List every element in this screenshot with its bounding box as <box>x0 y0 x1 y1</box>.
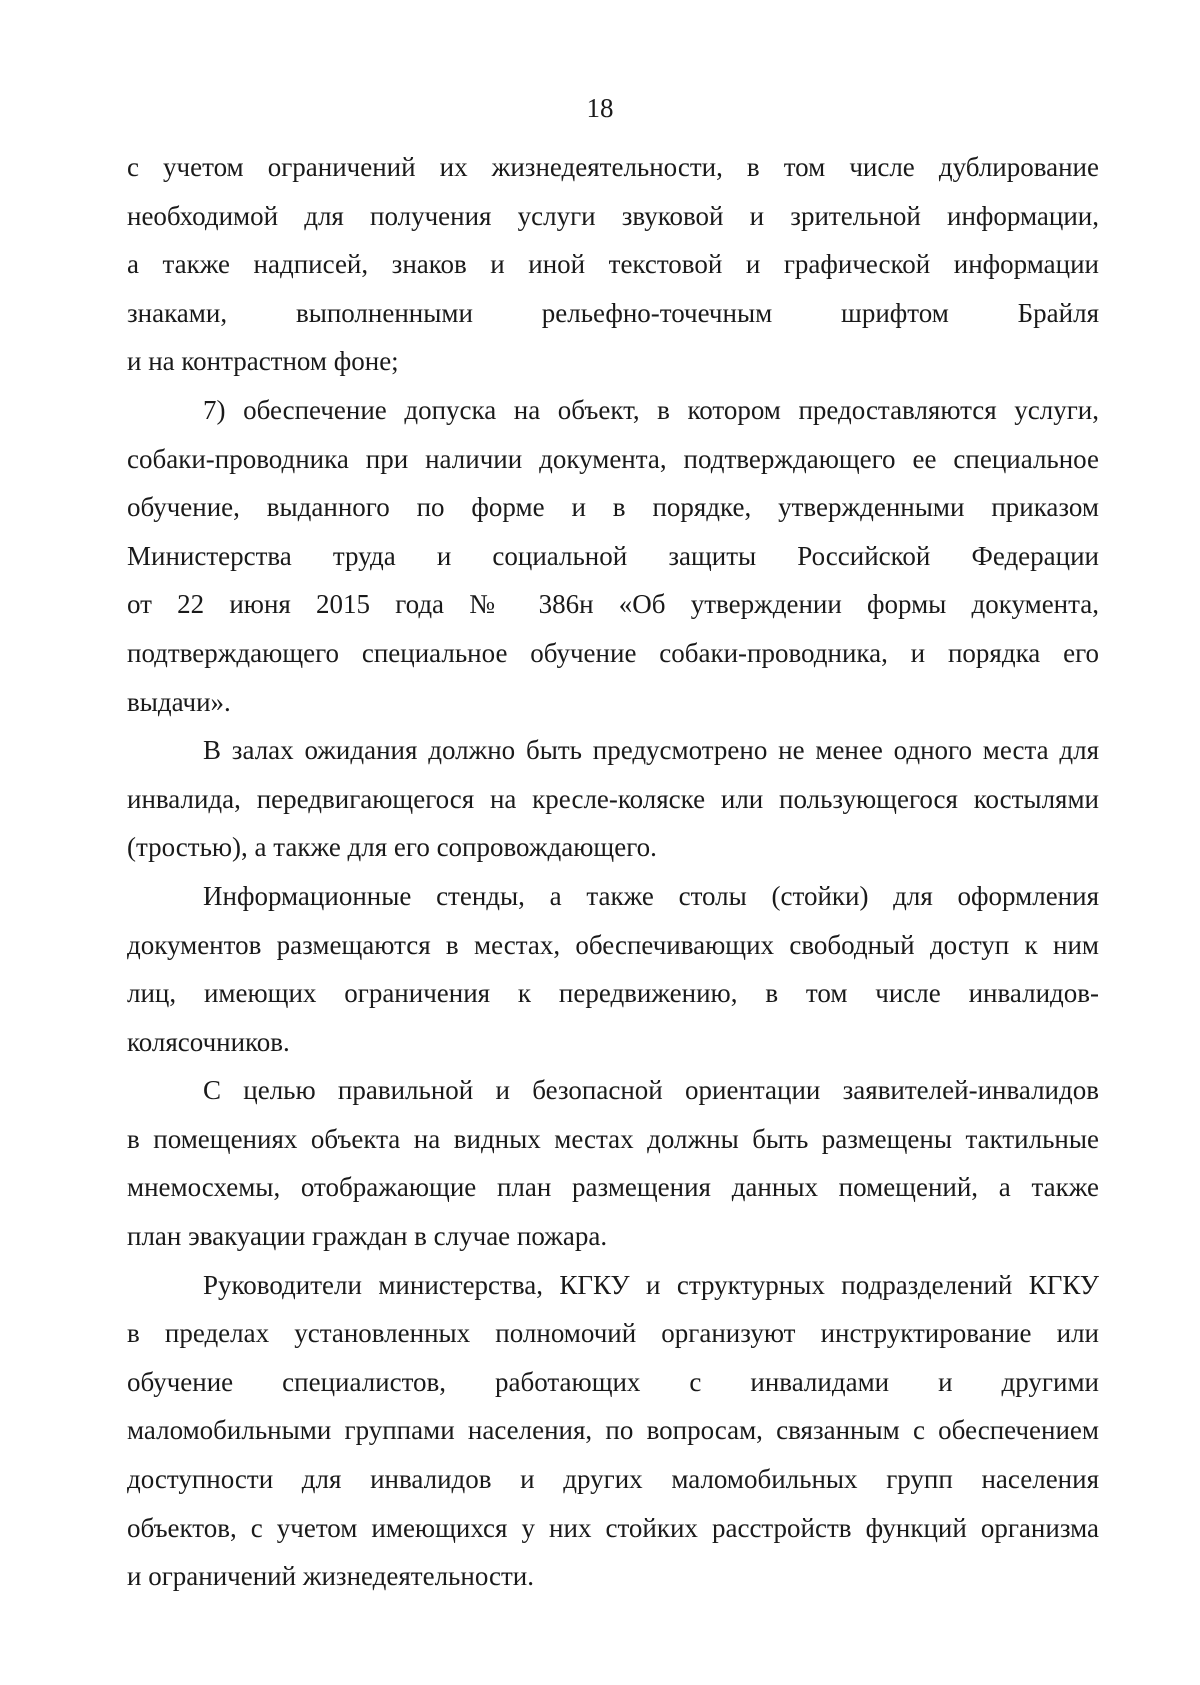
paragraph-5 <box>127 1066 1099 1260</box>
text-line: В залах ожидания должно быть предусмотрено не менее одного места для <box>203 735 1099 766</box>
text-line: обучение, выданного по форме и в порядке, утвержденными приказом <box>127 492 1099 523</box>
document-body <box>127 143 1099 1601</box>
paragraph-1 <box>127 143 1099 386</box>
text-line: необходимой для получения услуги звуковой и зрительной информации, <box>127 200 1099 231</box>
text-line: мнемосхемы, отображающие план размещения данных помещений, а также <box>127 1172 1099 1203</box>
text-line: 7) обеспечение допуска на объект, в котором предоставляются услуги, <box>203 394 1099 425</box>
paragraph-4 <box>127 872 1099 1066</box>
text-line: в пределах установленных полномочий организуют инструктирование или <box>127 1318 1099 1349</box>
text-line: подтверждающего специальное обучение собаки-проводника, и порядка его <box>127 637 1099 668</box>
text-line: доступности для инвалидов и других маломобильных групп населения <box>127 1464 1099 1495</box>
text-line: а также надписей, знаков и иной текстовой и графической информации <box>127 249 1099 280</box>
text-line: Информационные стенды, а также столы (стойки) для оформления <box>203 880 1099 911</box>
page-number: 18 <box>586 93 614 123</box>
text-line: Руководители министерства, КГКУ и структурных подразделений КГКУ <box>203 1269 1099 1300</box>
paragraph-2 <box>127 386 1099 726</box>
text-line: в помещениях объекта на видных местах должны быть размещены тактильные <box>127 1123 1099 1154</box>
text-line: документов размещаются в местах, обеспечивающих свободный доступ к ним <box>127 929 1099 960</box>
text-line: знаками, выполненными рельефно-точечным шрифтом Брайля <box>127 297 1099 328</box>
text-line: от 22 июня 2015 года № 386н «Об утверждении формы документа, <box>127 589 1099 620</box>
text-line: С целью правильной и безопасной ориентации заявителей-инвалидов <box>203 1075 1099 1106</box>
text-line: маломобильными группами населения, по вопросам, связанным с обеспечением <box>127 1415 1099 1446</box>
text-line: инвалида, передвигающегося на кресле-коляске или пользующегося костылями <box>127 783 1099 814</box>
paragraph-3 <box>127 726 1099 872</box>
text-line: обучение специалистов, работающих с инвалидами и другими <box>127 1366 1099 1397</box>
text-line: (тростью), а также для его сопровождающего. <box>127 832 657 863</box>
text-line: план эвакуации граждан в случае пожара. <box>127 1221 608 1252</box>
text-line: и на контрастном фоне; <box>127 346 399 377</box>
text-line: собаки-проводника при наличии документа, подтверждающего ее специальное <box>127 443 1099 474</box>
text-line: и ограничений жизнедеятельности. <box>127 1561 534 1592</box>
text-line: с учетом ограничений их жизнедеятельности, в том числе дублирование <box>127 152 1099 182</box>
text-line: колясочников. <box>127 1026 290 1057</box>
text-line: объектов, с учетом имеющихся у них стойких расстройств функций организма <box>127 1512 1099 1543</box>
text-line: Министерства труда и социальной защиты Российской Федерации <box>127 540 1099 571</box>
text-line: выдачи». <box>127 686 231 717</box>
paragraph-6 <box>127 1261 1099 1601</box>
text-line: лиц, имеющих ограничения к передвижению, в том числе инвалидов- <box>127 978 1099 1009</box>
